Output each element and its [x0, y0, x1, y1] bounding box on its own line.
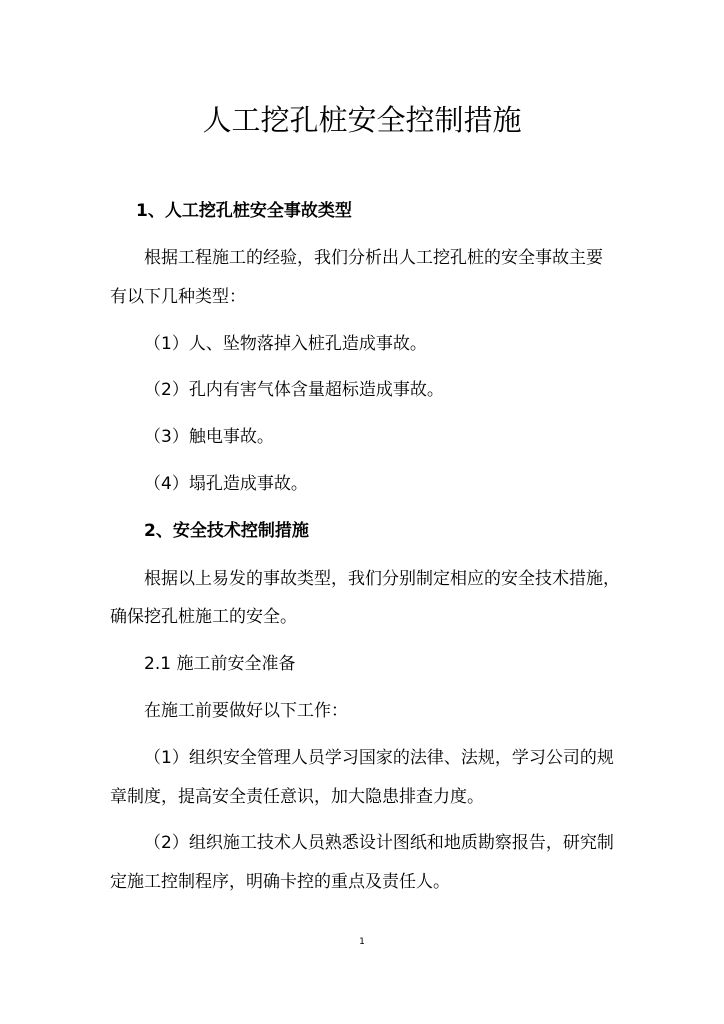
- subsection-2-1-paragraph: 在施工前要做好以下工作：: [144, 701, 348, 721]
- section-1-item-3: （3）触电事故。: [144, 427, 274, 447]
- section-1-item-4: （4）塌孔造成事故。: [144, 474, 308, 494]
- section-1-heading: 1、人工挖孔桩安全事故类型: [136, 201, 352, 221]
- section-1-item-1: （1）人、坠物落掉入桩孔造成事故。: [144, 334, 427, 354]
- document-title: 人工挖孔桩安全控制措施: [202, 103, 522, 137]
- section-1-item-2: （2）孔内有害气体含量超标造成事故。: [144, 380, 444, 400]
- page-number: 1: [359, 937, 365, 947]
- section-1-paragraph-line-2: 有以下几种类型：: [110, 287, 246, 307]
- subsection-2-1-item-1-line-2: 章制度，提高安全责任意识，加大隐患排查力度。: [110, 787, 484, 807]
- subsection-2-1-heading: 2.1 施工前安全准备: [144, 654, 296, 674]
- section-1-paragraph-line-1: 根据工程施工的经验，我们分析出人工挖孔桩的安全事故主要: [144, 248, 603, 268]
- section-2-paragraph-line-1: 根据以上易发的事故类型，我们分别制定相应的安全技术措施，: [144, 569, 620, 589]
- section-2-paragraph-line-2: 确保挖孔桩施工的安全。: [110, 607, 297, 627]
- section-2-heading: 2、安全技术控制措施: [144, 521, 309, 541]
- subsection-2-1-item-1-line-1: （1）组织安全管理人员学习国家的法律、法规，学习公司的规: [144, 748, 614, 768]
- subsection-2-1-item-2-line-2: 定施工控制程序，明确卡控的重点及责任人。: [110, 872, 450, 892]
- subsection-2-1-item-2-line-1: （2）组织施工技术人员熟悉设计图纸和地质勘察报告，研究制: [144, 833, 614, 853]
